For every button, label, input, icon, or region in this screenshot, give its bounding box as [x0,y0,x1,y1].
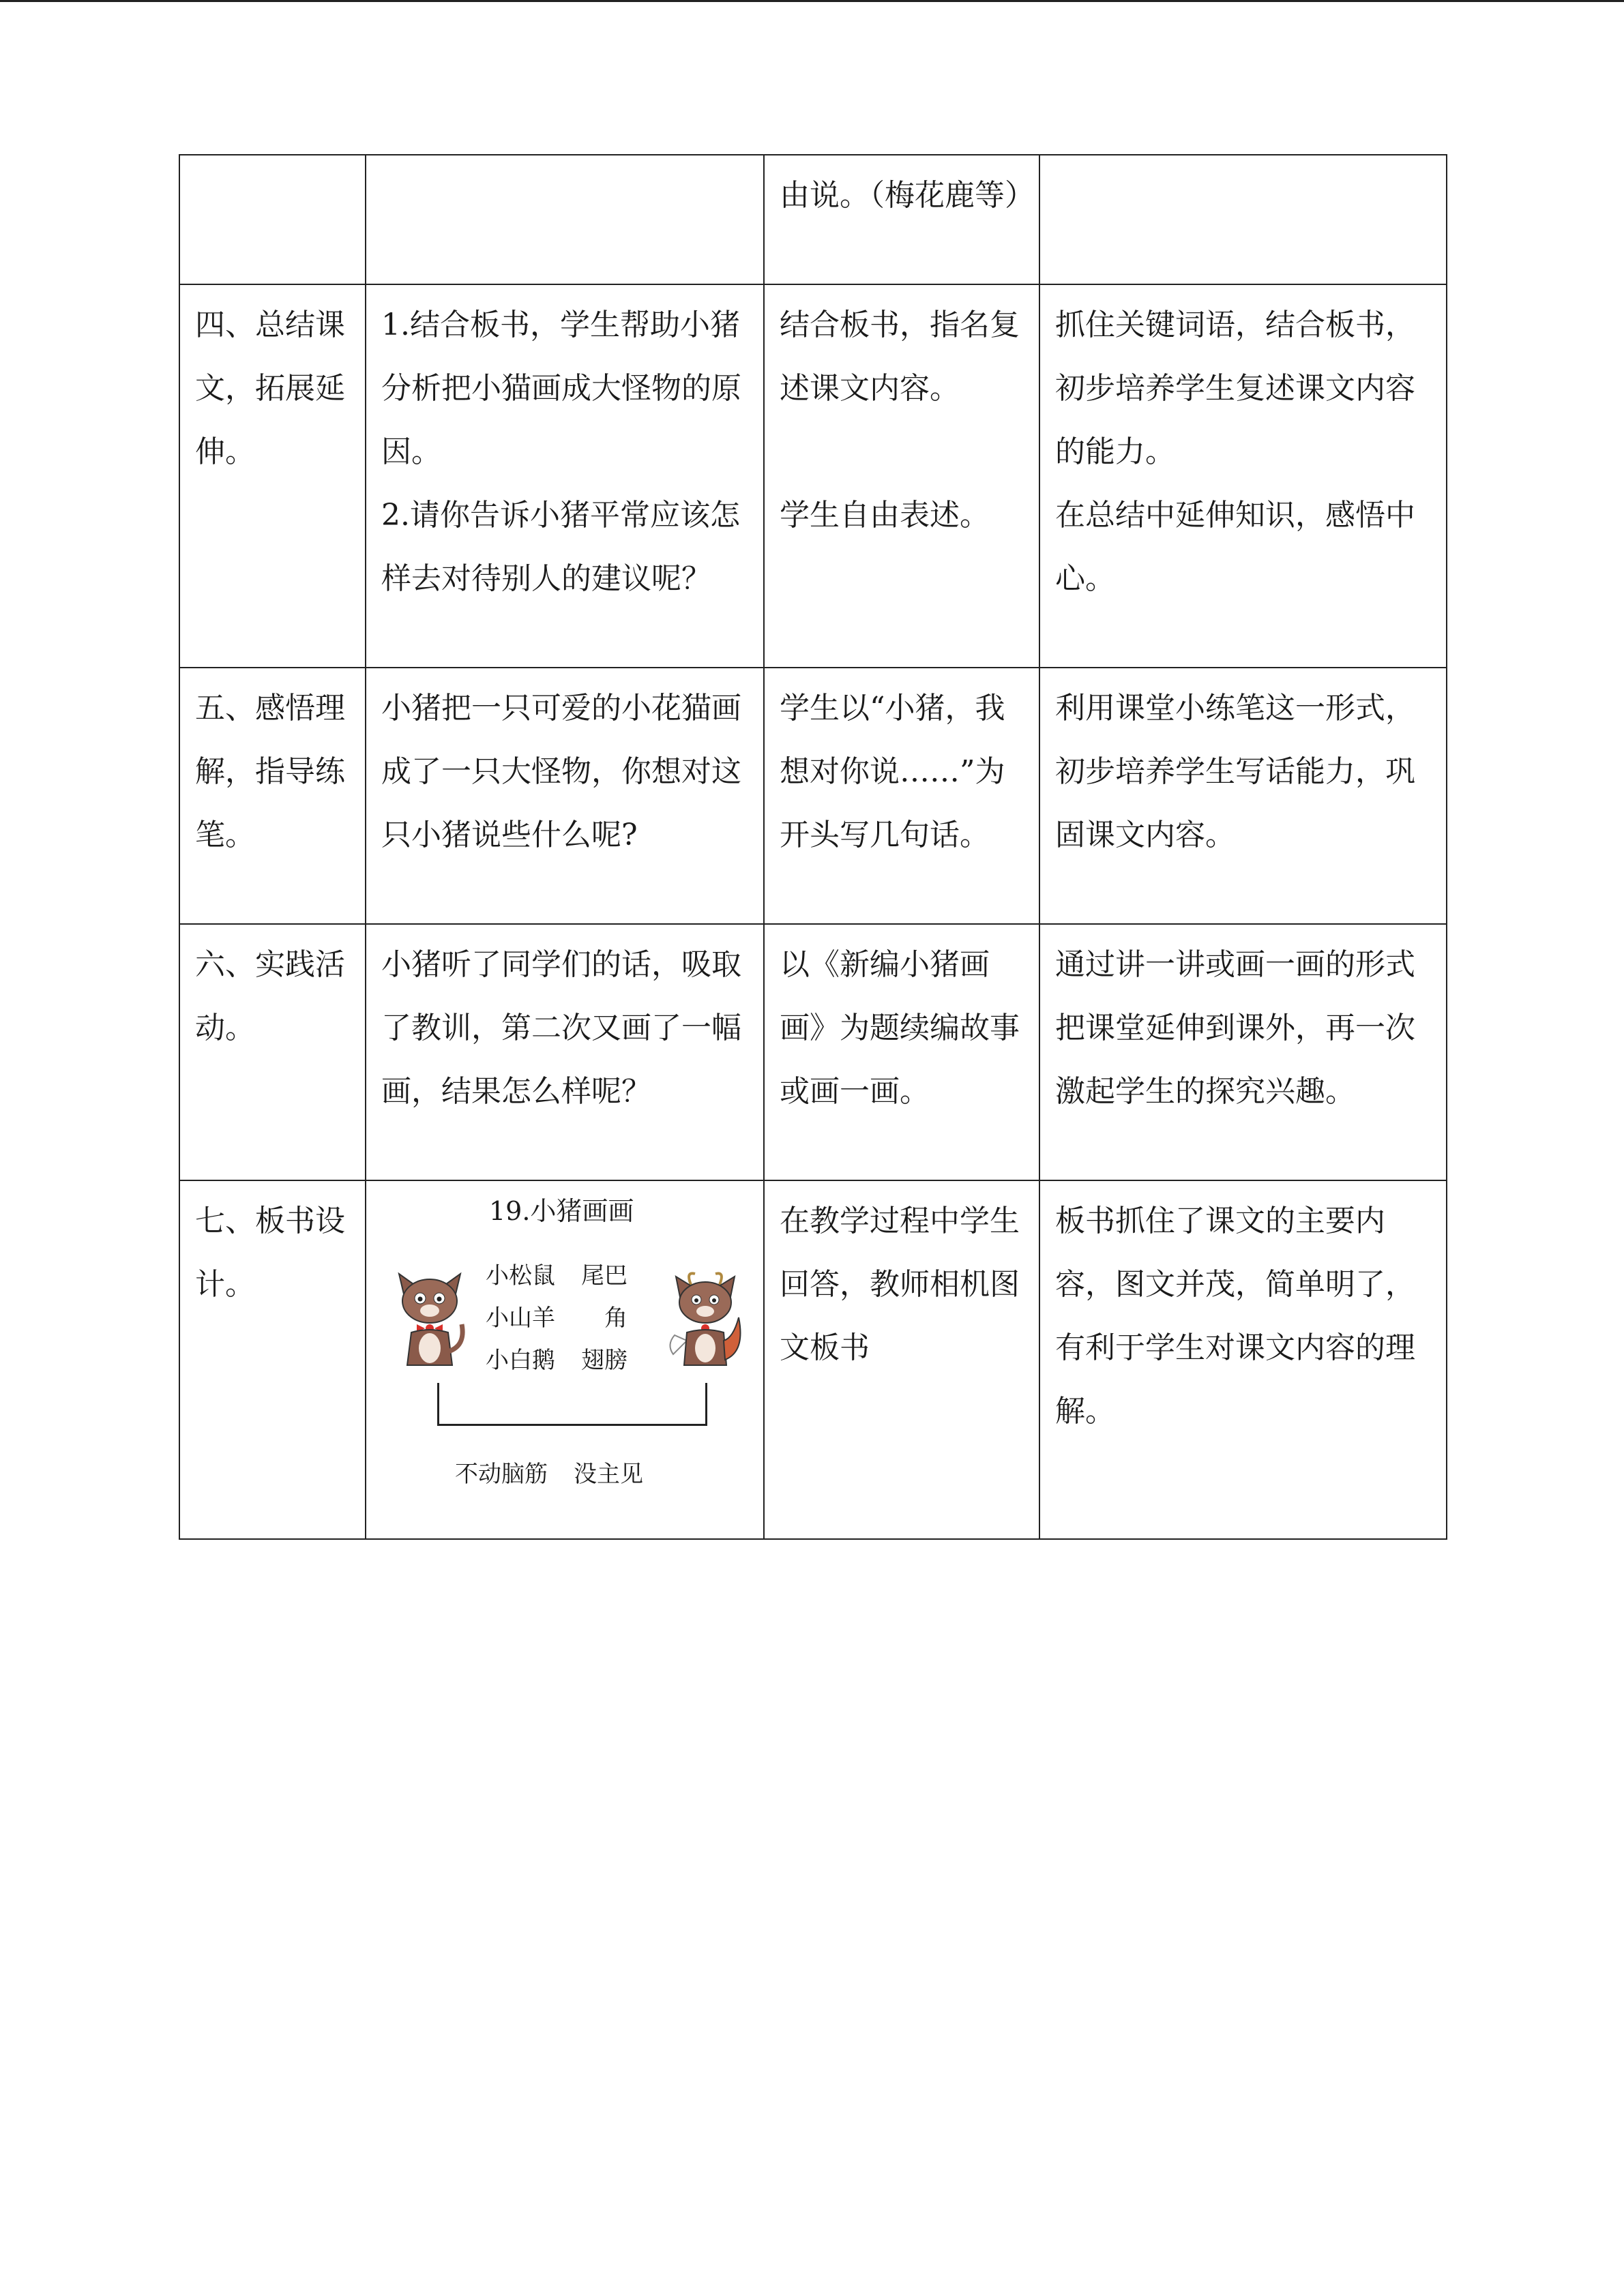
student-text: 结合板书，指名复述课文内容。 [780,308,1020,406]
stage-text: 四、总结课文，拓展延伸。 [195,308,345,469]
teacher-text: 小猪听了同学们的话，吸取了教训，第二次又画了一幅画，结果怎么样呢？ [381,947,741,1109]
student-cell [764,668,1039,924]
board-conclusion-left: 不动脑筋 [455,1461,548,1488]
stage-text: 五、感悟理解，指导练笔。 [195,691,345,852]
student-cell [764,155,1039,284]
intent-cell [1039,1180,1447,1539]
teacher-cell [366,284,764,668]
page-top-border [0,0,1624,2]
teacher-text: 小猪把一只可爱的小花猫画成了一只大怪物，你想对这只小猪说些什么呢? [381,691,741,852]
stage-text: 六、实践活动。 [195,947,345,1045]
table-row [179,155,1447,284]
table-row [179,924,1447,1180]
teacher-cell [366,668,764,924]
board-design-cell [366,1180,764,1539]
board-word-row [486,1297,628,1339]
stage-cell [179,1180,366,1539]
stage-cell [179,668,366,924]
student-text: 在教学过程中学生回答，教师相机图文板书 [780,1204,1020,1365]
intent-text: 利用课堂小练笔这一形式，初步培养学生写话能力，巩固课文内容。 [1055,691,1415,852]
student-cell [764,924,1039,1180]
board-word-row [486,1339,628,1382]
body-part-word: 翅膀 [581,1347,628,1374]
board-word-row [486,1255,628,1297]
teacher-text: 1.结合板书，学生帮助小猪分析把小猫画成大怪物的原因。 [381,308,741,469]
intent-cell [1039,924,1447,1180]
intent-text: 板书抓住了课文的主要内容，图文并茂，简单明了，有利于学生对课文内容的理解。 [1055,1204,1415,1429]
intent-text: 抓住关键词语，结合板书，初步培养学生复述课文内容的能力。 [1055,308,1415,469]
cat-drawing-icon [389,1270,470,1371]
stage-cell [179,924,366,1180]
board-bracket-line [437,1383,707,1426]
lesson-plan-table [179,154,1447,1540]
monster-cat-drawing-icon [665,1270,745,1371]
student-cell [764,1180,1039,1539]
blackboard-design [381,1189,743,1530]
student-text: 由说。（梅花鹿等） [780,178,1035,213]
intent-text: 通过讲一讲或画一画的形式把课堂延伸到课外，再一次激起学生的探究兴趣。 [1055,947,1415,1109]
board-title: 19.小猪画画 [489,1196,634,1226]
body-part-word: 尾巴 [581,1262,628,1289]
teacher-text: 2.请你告诉小猪平常应该怎样去对待别人的建议呢？ [381,498,740,596]
teacher-cell [366,924,764,1180]
board-conclusion-right: 没主见 [574,1461,643,1488]
table-row [179,284,1447,668]
table-row [179,668,1447,924]
student-text: 以《新编小猪画画》为题续编故事或画一画。 [780,947,1020,1109]
animal-word: 小山羊 [486,1304,555,1332]
student-text: 学生自由表述。 [780,498,990,533]
teacher-cell [366,155,764,284]
animal-word: 小松鼠 [486,1262,555,1289]
table-row [179,1180,1447,1539]
intent-cell [1039,668,1447,924]
animal-word: 小白鹅 [486,1347,555,1374]
intent-text: 在总结中延伸知识，感悟中心。 [1055,498,1415,596]
body-part-word: 角 [604,1304,628,1332]
intent-cell [1039,284,1447,668]
stage-text: 七、板书设计。 [195,1204,345,1302]
stage-cell [179,284,366,668]
stage-cell [179,155,366,284]
board-conclusion [455,1454,643,1495]
student-cell [764,284,1039,668]
intent-cell [1039,155,1447,284]
board-word-list [486,1255,628,1382]
student-text: 学生以“小猪，我想对你说……”为开头写几句话。 [780,691,1005,852]
